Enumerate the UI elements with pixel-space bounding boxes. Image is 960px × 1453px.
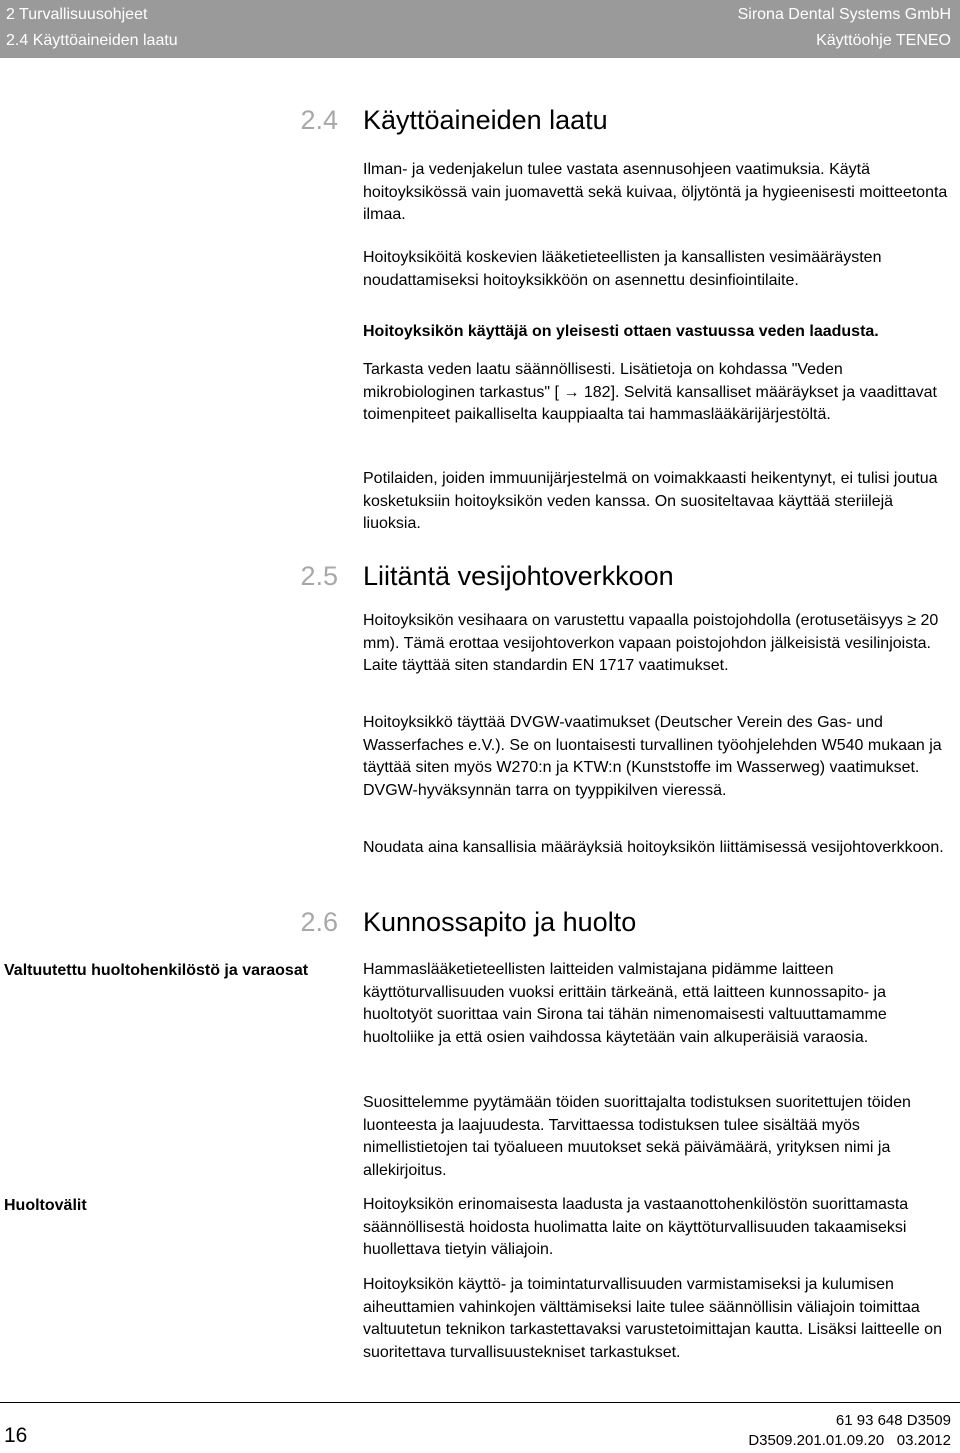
section-number: 2.5 <box>300 561 338 591</box>
paragraph: Tarkasta veden laatu säännöllisesti. Lisätietoja on kohdassa "Veden mikrobiologinen tarkastus" [ → 182]. Selvitä kansalliset määräykset ja vaadittavat toimenpiteet paikalliselta kauppiaalta tai hammaslääkärijärjestöltä. <box>363 361 937 423</box>
document-version: D3509.201.01.09.20 03.2012 <box>748 1432 951 1449</box>
paragraph: Suosittelemme pyytämään töiden suorittajalta todistuksen suoritettujen töiden luonteesta ja laajuudesta. Tarvittaessa todistuksen tulee sisältää myös nimellistietojen tai työalueen muutokset sekä päivämäärä, yrityksen nimi ja allekirjoitus. <box>363 1094 911 1179</box>
section-number: 2.4 <box>300 105 338 135</box>
section-title: Liitäntä vesijohtoverkkoon <box>363 561 674 591</box>
paragraph: Ilman- ja vedenjakelun tulee vastata asennusohjeen vaatimuksia. Käytä hoitoyksikössä vain juomavettä sekä kuivaa, öljytöntä ja hygieenisesti moitteetonta ilmaa. <box>363 161 948 223</box>
paragraph: Hoitoyksikön käyttö- ja toimintaturvallisuuden varmistamiseksi ja kulumisen aiheuttamien vahinkojen välttämiseksi laite tulee säännöllisin väliajoin toimittaa valtuutetun teknikon tarkastettavaksi varustetoimittajan kautta. Lisäksi laitteelle on suoritettava turvallisuustekniset tarkastukset. <box>363 1276 942 1361</box>
side-label-service-intervals: Huoltovälit <box>4 1197 87 1214</box>
document-id <box>748 1411 951 1451</box>
side-label-authorized-service: Valtuutettu huoltohenkilöstö ja varaosat <box>4 962 309 979</box>
page-header <box>0 0 960 58</box>
document-number: 61 93 648 D3509 <box>835 1412 951 1429</box>
paragraph-emphasis: Hoitoyksikön käyttäjä on yleisesti ottaen vastuussa veden laadusta. <box>363 323 879 340</box>
header-company: Sirona Dental Systems GmbH <box>737 6 951 23</box>
paragraph: Hoitoyksiköitä koskevien lääketieteellisten ja kansallisten vesimääräysten noudattamiseksi hoitoyksikköön on asennettu desinfiointilaite. <box>363 249 882 289</box>
page-number: 16 <box>4 1424 28 1447</box>
paragraph: Hammaslääketieteellisten laitteiden valmistajana pidämme laitteen käyttöturvallisuuden vuoksi erittäin tärkeänä, että laitteen kunnossapito- ja huoltotyöt suorittaa vain Sirona tai tähän nimenomaisesti valtuuttamamme huoltoliike ja että osien vaihdossa käytetään vain alkuperäisiä varaosia. <box>363 961 887 1046</box>
paragraph: Hoitoyksikön erinomaisesta laadusta ja vastaanottohenkilöstön suorittamasta säännöllisestä hoidosta huolimatta laite on käyttöturvallisuuden takaamiseksi huollettava tietyin väliajoin. <box>363 1196 909 1258</box>
header-section: 2.4 Käyttöaineiden laatu <box>6 32 178 49</box>
footer-divider <box>0 1402 960 1403</box>
section-number: 2.6 <box>300 907 338 937</box>
paragraph: Hoitoyksikön vesihaara on varustettu vapaalla poistojohdolla (erotusetäisyys ≥ 20 mm). Tämä erottaa vesijohtoverkon vapaan poistojohdon jälkeisistä vesilinjoista. Laite täyttää siten standardin EN 1717 vaatimukset. <box>363 612 939 674</box>
header-manual: Käyttöohje TENEO <box>816 32 951 49</box>
section-title: Kunnossapito ja huolto <box>363 907 637 937</box>
paragraph: Noudata aina kansallisia määräyksiä hoitoyksikön liittämisessä vesijohtoverkkoon. <box>363 839 944 856</box>
paragraph: Hoitoyksikkö täyttää DVGW-vaatimukset (Deutscher Verein des Gas- und Wasserfaches e.V.). Se on luontaisesti turvallinen työohjelehden W540 mukaan ja täyttää siten myös W270:n ja KTW:n (Kunststoffe im Wasserweg) vaatimukset. DVGW-hyväksynnän tarra on tyyppikilven vieressä. <box>363 714 942 799</box>
paragraph: Potilaiden, joiden immuunijärjestelmä on voimakkaasti heikentynyt, ei tulisi joutua kosketuksiin hoitoyksikön veden kanssa. On suositeltavaa käyttää steriilejä liuoksia. <box>363 470 938 532</box>
section-title: Käyttöaineiden laatu <box>363 105 608 135</box>
header-chapter: 2 Turvallisuusohjeet <box>6 6 148 23</box>
